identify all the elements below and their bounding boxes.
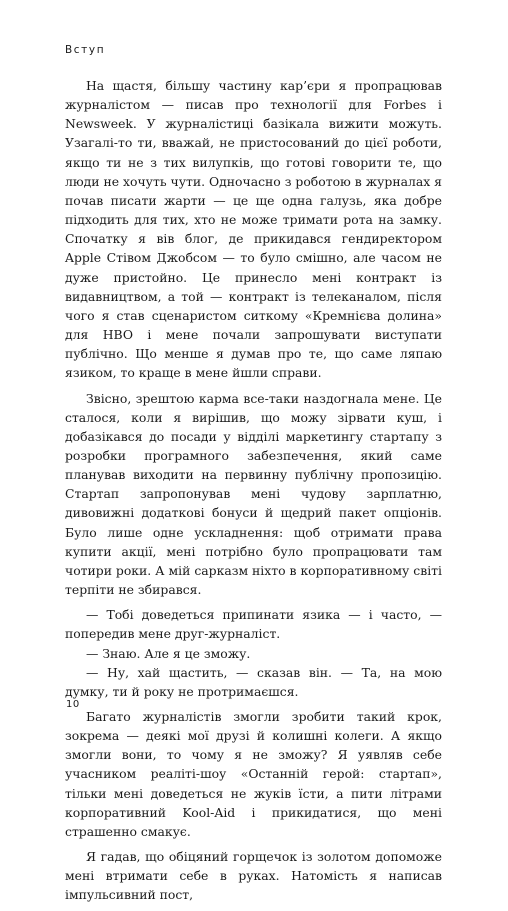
dialogue-line: — Тобі доведеться припинати язика — і часто, — попередив мене друг-журналіст. [65, 607, 442, 642]
paragraph: На щастя, більшу частину кар’єри я пропрацював журналістом — писав про технології для Forbes і Newsweek. У журналістиці базікала вижити можуть. Узагалі-то ти, вважай, не пристосований до цієї роботи, якщо ти не з тих вилупків, що готові говорити те, що люди не хочуть чути. Одночасно з роботою в журналах я почав писати жарти — це ще одна галузь, яка добре підходить для тих, хто не може тримати рота на замку. Спочатку я вів блог, де прикидався гендиректором Apple Стівом Джобсом — то було смішно, але часом не дуже пристойно. Це принесло мені контракт із видавництвом, а той — контракт із телеканалом, після чого я став сценаристом ситкому «Кремнієва долина» для HBO і мене почали запрошувати виступати публічно. Що менше я думав про те, що саме ляпаю язиком, то краще в мене йшли справи. [65, 78, 442, 381]
paragraph: Багато журналістів змогли зробити такий крок, зокрема — деякі мої друзі й колишні колеги. А якщо змогли вони, то чому я не зможу? Я уявляв себе учасником реаліті-шоу «Останній герой: стартап», тільки мені доведеться не жуків їсти, а пити літрами корпоративний Kool-Aid і прикидатися, що мені страшенно смакує. [65, 709, 442, 839]
paragraph: Я гадав, що обіцяний горщечок із золотом допоможе мені втримати себе в руках. Натомість я написав імпульсивний пост, [65, 849, 442, 903]
running-head: Вступ [65, 44, 106, 56]
body-text [65, 76, 442, 911]
dialogue-line: — Ну, хай щастить, — сказав він. — Та, на мою думку, ти й року не протримаєшся. [65, 664, 442, 699]
paragraph: Звісно, зрештою карма все-таки наздогнала мене. Це сталося, коли я вирішив, що можу зірвати куш, і добазікався до посади у відділі маркетингу стартапу з розробки програмного забезпечення, який саме планував виходити на первинну публічну пропозицію. Стартап запропонував мені чудову зарплатню, дивовижні додаткові бонуси й щедрий пакет опціонів. Було лише одне ускладнення: щоб отримати права купити акції, мені потрібно було пропрацювати там чотири роки. А мій сарказм ніхто в корпоративному світі терпіти не збирався. [65, 390, 442, 598]
page-number: 10 [66, 699, 80, 710]
dialogue-line: — Знаю. Але я це зможу. [86, 645, 251, 661]
